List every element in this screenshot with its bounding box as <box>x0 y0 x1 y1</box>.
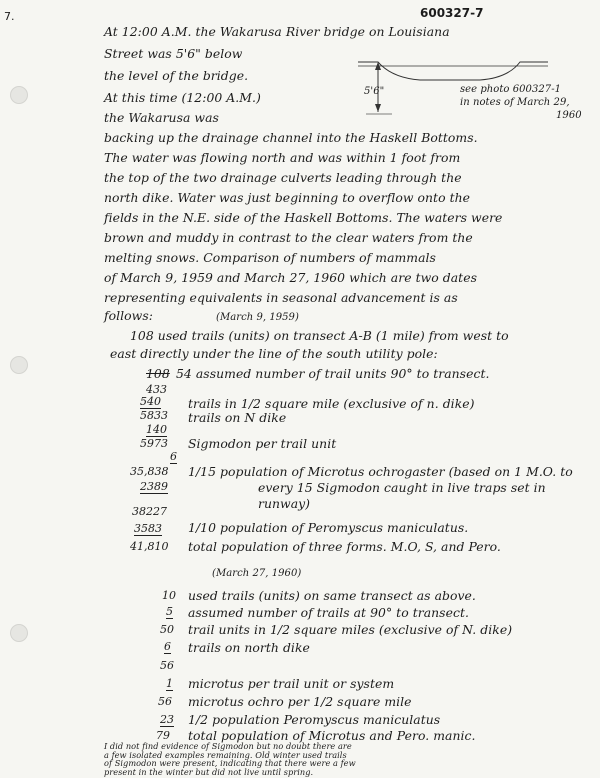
intro-line-2: Street was 5'6" below <box>104 46 243 61</box>
calc2-number: 5 <box>166 605 173 618</box>
calc2-text: assumed number of trails at 90° to transect. <box>188 605 469 620</box>
assumed-trail-units: 54 assumed number of trail units 90° to transect. <box>176 366 490 381</box>
calc-text: trails in 1/2 square mile (exclusive of n. dike) <box>188 396 475 411</box>
date-1959: (March 9, 1959) <box>216 312 299 323</box>
calc-text: total population of three forms. M.O, S, and Pero. <box>188 539 501 554</box>
transect-line-2: east directly under the line of the south utility pole: <box>110 346 438 361</box>
document-id: 600327-7 <box>420 6 484 20</box>
page-number: 7. <box>4 10 15 23</box>
calc-number: 6 <box>170 450 177 463</box>
calc2-number: 50 <box>160 623 174 636</box>
intro-line-3: the level of the bridge. <box>104 68 249 83</box>
closing-line: I did not find evidence of Sigmodon but no doubt there are <box>104 741 352 751</box>
calc-number: 433 <box>146 383 167 396</box>
date-1960: (March 27, 1960) <box>212 568 302 579</box>
calc-text: Sigmodon per trail unit <box>188 436 337 451</box>
calc-text: every 15 Sigmodon caught in live traps set in <box>258 480 546 495</box>
sketch-note-2: in notes of March 29, <box>460 97 570 108</box>
sketch-note-3: 1960 <box>556 110 582 121</box>
calc-text: 1/15 population of Microtus ochrogaster (based on 1 M.O. to <box>188 464 573 479</box>
closing-line: a few isolated examples remaining. Old winter used trails <box>104 749 347 760</box>
body-line: backing up the drainage channel into the Haskell Bottoms. <box>104 130 478 145</box>
calc-number: 35,838 <box>130 465 169 478</box>
struck-value: 108 <box>146 366 170 381</box>
calc2-text: microtus per trail unit or system <box>188 676 395 691</box>
body-line: melting snows. Comparison of numbers of mammals <box>104 250 436 265</box>
calc-number: 38227 <box>132 505 167 518</box>
calc-number: 5833 <box>140 409 168 422</box>
calc2-text: 1/2 population Peromyscus maniculatus <box>188 712 441 727</box>
calc-number: 5973 <box>140 437 168 450</box>
calc-text: trails on N dike <box>188 410 287 425</box>
closing-line: present in the winter but did not live until spring. <box>104 766 314 777</box>
body-line: representing equivalents in seasonal advancement is as <box>104 290 458 305</box>
calc2-number: 23 <box>160 713 174 726</box>
calc-text: runway) <box>258 496 311 511</box>
intro-line-1: At 12:00 A.M. the Wakarusa River bridge on Louisiana <box>104 24 450 39</box>
body-line: fields in the N.E. side of the Haskell Bottoms. The waters were <box>104 210 503 225</box>
calc-number: 140 <box>146 423 167 436</box>
calc-number: 540 <box>140 395 161 408</box>
calc2-number: 56 <box>158 695 172 708</box>
body-line: the top of the two drainage culverts leading through the <box>104 170 462 185</box>
calc-number: 2389 <box>140 480 168 493</box>
calc2-text: trail units in 1/2 square miles (exclusive of N. dike) <box>188 622 513 637</box>
calc2-text: microtus ochro per 1/2 square mile <box>188 694 412 709</box>
intro-line-5: the Wakarusa was <box>104 110 219 125</box>
intro-line-4: At this time (12:00 A.M.) <box>104 90 261 105</box>
sketch-measure-label: 5'6" <box>364 86 385 97</box>
calc-number: 3583 <box>134 522 162 535</box>
calc2-text: total population of Microtus and Pero. manic. <box>188 728 476 743</box>
calc2-number: 10 <box>162 589 176 602</box>
body-line: of March 9, 1959 and March 27, 1960 which are two dates <box>104 270 477 285</box>
body-line: north dike. Water was just beginning to overflow onto the <box>104 190 471 205</box>
calc2-number: 56 <box>160 659 174 672</box>
calc2-number: 79 <box>156 729 170 742</box>
calc-text: 1/10 population of Peromyscus maniculatus. <box>188 520 469 535</box>
calc2-text: used trails (units) on same transect as above. <box>188 588 476 603</box>
calc-number: 41,810 <box>130 540 169 553</box>
calc2-number: 1 <box>166 677 173 690</box>
body-line: follows: <box>104 308 153 323</box>
calc2-number: 6 <box>164 640 171 653</box>
body-line: brown and muddy in contrast to the clear waters from the <box>104 230 473 245</box>
binder-hole <box>10 624 28 642</box>
transect-line-1: 108 used trails (units) on transect A-B (1 mile) from west to <box>130 328 509 343</box>
binder-hole <box>10 356 28 374</box>
bridge-sketch <box>0 0 600 140</box>
closing-line: of Sigmodon were present, indicating that there were a few <box>104 758 356 769</box>
sketch-note-1: see photo 600327-1 <box>460 84 562 95</box>
calc2-text: trails on north dike <box>188 640 310 655</box>
body-line: The water was flowing north and was within 1 foot from <box>104 150 461 165</box>
